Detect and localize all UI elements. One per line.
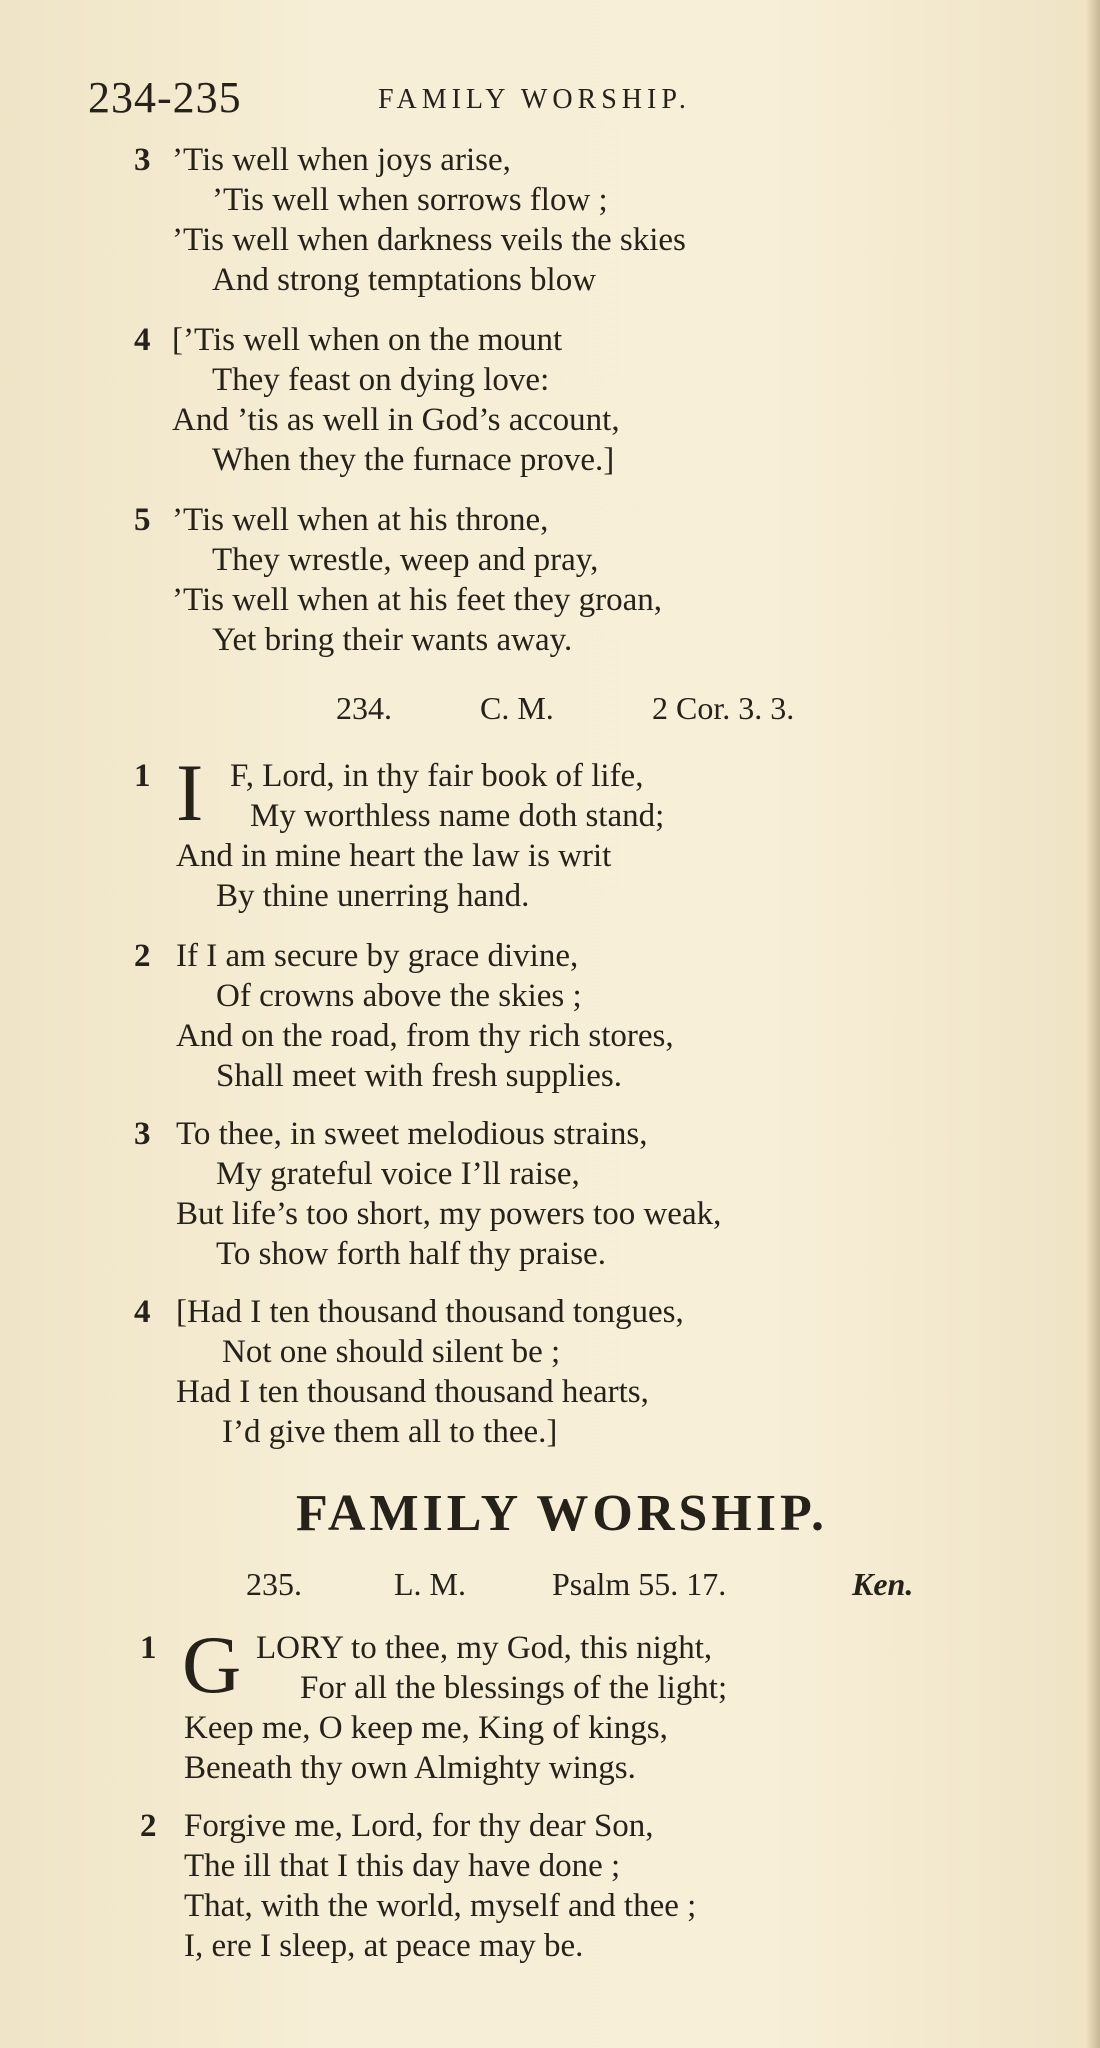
hymn-line: ’Tis well when sorrows flow ; <box>212 182 608 218</box>
hymn-line: And ’tis as well in God’s account, <box>172 402 620 438</box>
section-title: FAMILY WORSHIP. <box>296 1485 828 1542</box>
stanza-number: 1 <box>134 758 151 794</box>
hymn-line: And on the road, from thy rich stores, <box>176 1018 674 1054</box>
hymn-line: ’Tis well when at his throne, <box>172 502 549 538</box>
stanza-number: 4 <box>134 1294 151 1330</box>
scripture-reference: 2 Cor. 3. 3. <box>652 690 795 726</box>
page-edge-shadow <box>1086 0 1100 2048</box>
hymn-line: And in mine heart the law is writ <box>176 838 612 874</box>
stanza-number: 2 <box>140 1808 157 1844</box>
hymn-line: My worthless name doth stand; <box>250 798 665 834</box>
stanza-number: 4 <box>134 322 151 358</box>
author-attribution: Ken. <box>852 1566 914 1602</box>
hymn-line: Beneath thy own Almighty wings. <box>184 1750 636 1786</box>
hymn-meter: L. M. <box>394 1566 466 1602</box>
hymn-line: Yet bring their wants away. <box>212 622 573 658</box>
hymn-line: If I am secure by grace divine, <box>176 938 579 974</box>
scripture-reference: Psalm 55. 17. <box>552 1566 727 1602</box>
stanza-number: 1 <box>140 1630 157 1666</box>
hymn-line: For all the blessings of the light; <box>300 1670 728 1706</box>
hymn-line: The ill that I this day have done ; <box>184 1848 621 1884</box>
hymn-line: Shall meet with fresh supplies. <box>216 1058 623 1094</box>
hymn-line: I’d give them all to thee.] <box>222 1414 558 1450</box>
hymn-line: F, Lord, in thy fair book of life, <box>230 758 644 794</box>
hymn-line: Forgive me, Lord, for thy dear Son, <box>184 1808 654 1844</box>
hymn-line: Keep me, O keep me, King of kings, <box>184 1710 668 1746</box>
hymn-line: Of crowns above the skies ; <box>216 978 582 1014</box>
hymn-line: [Had I ten thousand thousand tongues, <box>176 1294 684 1330</box>
running-header <box>88 72 988 122</box>
hymn-line: I, ere I sleep, at peace may be. <box>184 1928 584 1964</box>
hymn-line: [’Tis well when on the mount <box>172 322 563 358</box>
running-title: FAMILY WORSHIP. <box>378 84 691 115</box>
hymn-line: But life’s too short, my powers too weak, <box>176 1196 722 1232</box>
hymn-line: By thine unerring hand. <box>216 878 530 914</box>
hymn-line: When they the furnace prove.] <box>212 442 615 478</box>
drop-cap: I <box>176 747 204 838</box>
hymn-line: My grateful voice I’ll raise, <box>216 1156 580 1192</box>
stanza-number: 5 <box>134 502 151 538</box>
stanza-number: 2 <box>134 938 151 974</box>
hymn-line: ’Tis well when at his feet they groan, <box>172 582 663 618</box>
hymn-number: 235. <box>246 1566 302 1602</box>
hymn-line: That, with the world, myself and thee ; <box>184 1888 697 1924</box>
hymn-line: Had I ten thousand thousand hearts, <box>176 1374 649 1410</box>
hymn-line: And strong temptations blow <box>212 262 597 298</box>
hymn-line: They feast on dying love: <box>212 362 550 398</box>
hymn-line: To thee, in sweet melodious strains, <box>176 1116 648 1152</box>
hymn-meter: C. M. <box>480 690 554 726</box>
stanza-number: 3 <box>134 142 151 178</box>
hymn-line: ’Tis well when joys arise, <box>172 142 511 178</box>
hymn-line: ’Tis well when darkness veils the skies <box>172 222 686 258</box>
page-numbers: 234-235 <box>88 73 242 122</box>
stanza-number: 3 <box>134 1116 151 1152</box>
hymn-line: Not one should silent be ; <box>222 1334 561 1370</box>
hymn-line: LORY to thee, my God, this night, <box>256 1630 713 1666</box>
hymn-line: To show forth half thy praise. <box>216 1236 606 1272</box>
drop-cap: G <box>182 1619 242 1710</box>
hymn-line: They wrestle, weep and pray, <box>212 542 599 578</box>
hymn-number: 234. <box>336 690 392 726</box>
